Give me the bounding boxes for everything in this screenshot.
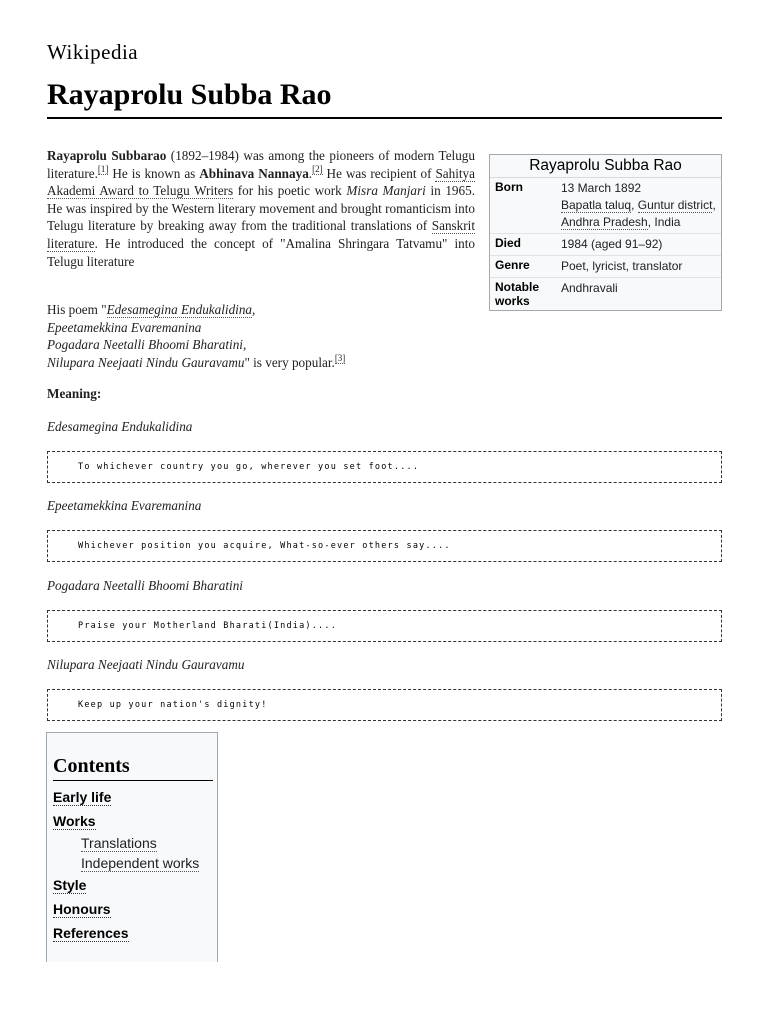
meaning-code-block-2: Whichever position you acquire, What-so-ever others say.... [47,530,722,562]
toc-link-translations[interactable]: Translations [81,835,157,851]
infobox-label: Born [495,180,523,194]
toc-item [53,833,217,853]
poem-paragraph [47,301,475,371]
toc-item [53,809,217,833]
toc-item [53,785,217,809]
intro-paragraph [47,147,475,270]
page-title: Rayaprolu Subba Rao [47,78,332,111]
intro-text: . He introduced the concept of "Amalina Shringara Tatvamu" into Telugu literature [47,235,475,269]
citation-2-link[interactable]: [2] [312,164,323,175]
infobox-value: 13 March 1892 Bapatla taluq, Guntur district, Andhra Pradesh, India [561,181,716,229]
intro-text: for his poetic work [233,183,347,199]
infobox-row-genre [490,256,721,278]
meaning-label-3: Pogadara Neetalli Bhoomi Bharatini [47,578,243,593]
citation-3-link[interactable]: [3] [334,353,346,364]
meaning-heading: Meaning: [47,386,102,401]
table-of-contents [46,732,218,962]
toc-link-works[interactable]: Works [53,813,96,829]
toc-item [53,853,217,873]
intro-text: He is known as [108,165,200,181]
meaning-code-block-4: Keep up your nation's dignity! [47,689,722,721]
meaning-label-1: Edesamegina Endukalidina [47,419,193,434]
infobox-value: Poet, lyricist, translator [556,256,721,278]
subject-name: Rayaprolu Subbarao [47,148,167,163]
intro-text: He was recipient of [322,165,436,181]
toc-link-references[interactable]: References [53,925,129,941]
birth-date: 13 March 1892 [561,181,642,195]
toc-link-style[interactable]: Style [53,877,87,893]
intro-text: (1892–1984) was among the pioneers of modern Telugu literature. [47,148,475,181]
intro-text: . [308,165,313,181]
poem-line-2: Epeetamekkina Evaremanina [47,319,202,335]
poem-link[interactable]: Edesamegina Endukalidina [106,302,253,317]
andhra-pradesh-link[interactable]: Andhra Pradesh [561,215,648,229]
wikipedia-logo[interactable]: Wikipedia [47,40,139,64]
infobox-row-died [490,234,721,256]
infobox-table [490,178,721,310]
alias-name: Abhinava Nannaya [199,165,309,181]
infobox-label: Notable works [490,278,556,311]
sanskrit-literature-link[interactable]: Sanskrit literature [47,218,475,251]
infobox-label: Genre [490,256,556,278]
infobox [489,154,722,311]
meaning-label-2: Epeetamekkina Evaremanina [47,498,202,513]
title-divider [47,117,722,119]
toc-link-early-life[interactable]: Early life [53,789,112,805]
intro-text: in 1965. He was inspired by the Western literary movement and brought romanticism into Telugu literature by breaking away from the traditional translations of [47,183,476,234]
infobox-label: Died [490,234,556,256]
toc-list [53,785,217,945]
poem-text: His poem " [47,302,107,317]
infobox-value: 1984 (aged 91–92) [556,234,721,256]
toc-item [53,921,217,945]
meaning-code-block-3: Praise your Motherland Bharati(India).... [47,610,722,642]
toc-link-independent-works[interactable]: Independent works [81,855,200,871]
bapatla-link[interactable]: Bapatla taluq [561,198,632,212]
toc-item [53,897,217,921]
infobox-title: Rayaprolu Subba Rao [490,155,721,178]
birth-country: India [654,215,681,229]
poem-text: , [252,302,256,317]
poem-text: " is very popular. [244,354,335,370]
toc-link-honours[interactable]: Honours [53,901,111,917]
citation-1-link[interactable]: [1] [97,164,109,175]
infobox-value: Andhravali [556,278,721,311]
poem-line-4: Nilupara Neejaati Nindu Gauravamu [47,354,245,370]
infobox-row-born [490,178,721,234]
guntur-link[interactable]: Guntur district [637,198,713,212]
work-title: Misra Manjari [346,183,426,199]
sahitya-akademi-award-link[interactable]: Sahitya Akademi Award to Telugu Writers [47,165,475,199]
infobox-row-works [490,278,721,311]
poem-line-3: Pogadara Neetalli Bhoomi Bharatini, [47,337,247,353]
meaning-code-block-1: To whichever country you go, wherever you set foot.... [47,451,722,483]
toc-title: Contents [53,755,213,781]
toc-item [53,873,217,897]
meaning-label-4: Nilupara Neejaati Nindu Gauravamu [47,657,245,672]
